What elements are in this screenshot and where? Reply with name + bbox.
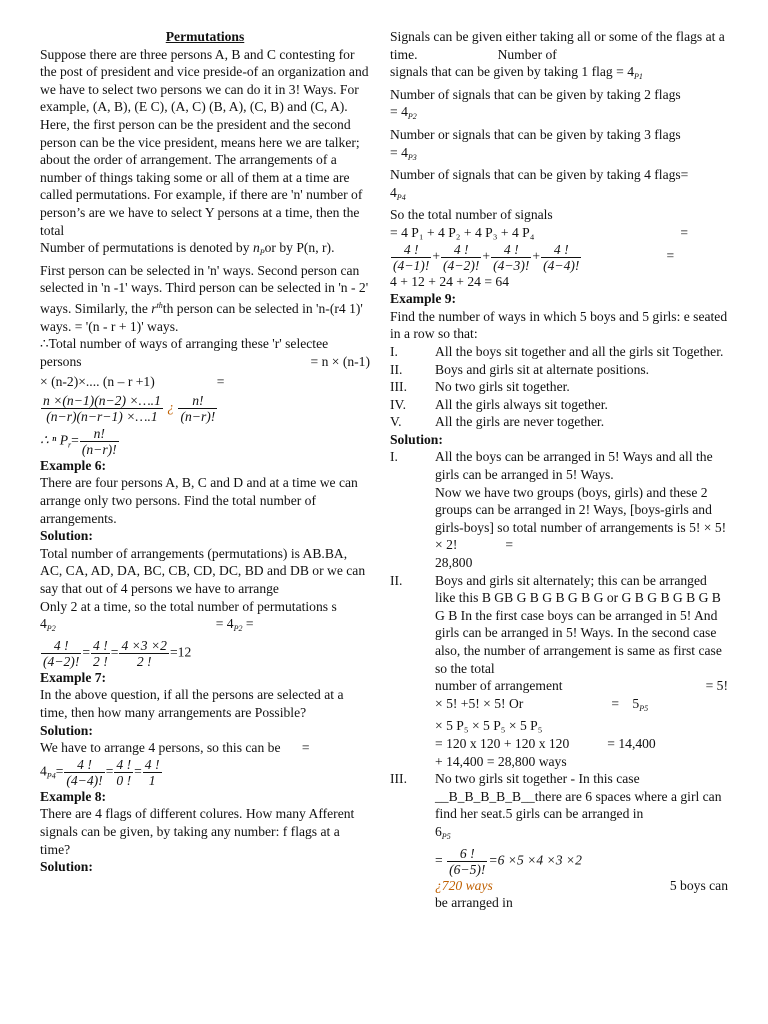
fraction: $\frac{6 !}{(6-5)!}$ (449, 845, 486, 877)
solution-6-text: Total number of arrangements (permutations) is AB.BA, AC, CA, AD, DA, BC, CB, CD, DC, BD and DB or we can say that out of 4 persons we have to arrange (40, 545, 366, 597)
three-flags: Number or signals that can be given by taking 3 flags (390, 126, 681, 142)
list-item: II. Boys and girls sit at alternate positions. (390, 361, 650, 377)
one-flag: signals that can be given by taking 1 flag = $4_{P1}$ (390, 64, 643, 82)
four-flags: Number of signals that can be given by taking 4 flags= (390, 167, 689, 183)
solution-8-heading: Solution: (40, 859, 93, 875)
three-flags-value: = $4_{P3}$ (390, 144, 417, 162)
fraction: $\frac{4 !}{(4-2)!}$ (443, 241, 480, 273)
sum-line: = 4 P₁ + 4 P₂ + 4 P₃ + 4 P₄ = (390, 224, 688, 240)
fraction: $\frac{4 \times 3 \times 2}{2 !}$ (121, 637, 167, 669)
fraction: $\frac{4 !}{0 !}$ (116, 756, 132, 788)
notation-line: Number of permutations is denoted by $n_Por$ by P(n, r). (40, 240, 335, 258)
fraction: $\frac{4 !}{(4-4)!}$ (543, 241, 580, 273)
example-9-heading: Example 9: (390, 291, 457, 307)
solution-part-2-calc: = 120 x 120 + 120 x 120 = 14,400 (435, 735, 656, 751)
fraction: $\frac{4 !}{(4-4)!}$ (66, 756, 103, 788)
intro-paragraph: Suppose there are three persons A, B and C contesting for the post of president and vice preside-of an organization and we have to select two persons we can do it in 3! Ways. For example, (A, B), (E C), (A, C) (B, A), (C, B) and (C, A). Here, the first person can be the president and the second person can be the vice president, means here we are talker; about the order of arrangement. The arrangements of a number of things taking some or all of them at a time are called permutations. For example, if there are 'n' number of person’s are we have to select Y persons at a time, then the total (40, 46, 369, 238)
two-flags: Number of signals that can be given by taking 2 flags (390, 86, 681, 102)
fraction: $\frac{4 !}{(4-1)!}$ (393, 241, 430, 273)
selection-paragraph: First person can be selected in 'n' ways. Second person can selected in 'n -1' ways. Third person can be selected in 'n - 2' ways. Similarly, the $r^{th}th$ person can be selected in 'n-(r4 1)' ways. = '(n - r + 1)' ways. (40, 262, 369, 334)
solution-part-2-result: + 14,400 = 28,800 ways (435, 753, 567, 769)
total-signals: So the total number of signals (390, 207, 553, 223)
npr-formula: ∴ ⁿ $P_r=$ $\frac{n!}{(n-r)!}$ (40, 425, 117, 457)
example-6-text: There are four persons A, B, C and D and at a time we can arrange only two persons. Find the total number of arrangements. (40, 475, 358, 526)
fraction: $\frac{n!}{(n-r)!}$ (180, 392, 216, 424)
list-item: IV. All the girls always sit together. (390, 396, 608, 412)
page-title: Permutations (165, 29, 245, 44)
example-8-heading: Example 8: (40, 788, 107, 804)
solution-7-heading: Solution: (40, 722, 93, 738)
solution-part-1-result: 28,800 (435, 555, 473, 571)
example-9-text: Find the number of ways in which 5 boys and 5 girls: e seated in a row so that: (390, 308, 728, 342)
left-column (40, 28, 370, 876)
sum-fractions: $\frac{4 !}{(4-1)!}$ + $\frac{4 !}{(4-2)!}$ + $\frac{4 !}{(4-3)!}$ + $\frac{4 !}{(4-4)!}$ = (393, 241, 675, 273)
example-7-heading: Example 7: (40, 669, 107, 685)
right-column (390, 28, 728, 912)
fraction: $\frac{4 !}{(4-3)!}$ (493, 241, 530, 273)
fraction: $\frac{4 !}{2 !}$ (93, 637, 108, 669)
list-item: I. All the boys sit together and all the girls sit Together. (390, 343, 724, 359)
solution-part-3-last: be arranged in (435, 895, 513, 911)
solution-part-2-or: × 5! +5! × 5! $Or = 5_{P5}$ (435, 695, 649, 713)
solution-7-fractions: $4_{P4}=$ $\frac{4 !}{(4-4)!}$ = $\frac{4 !}{0 !}$ = $\frac{4 !}{1}$ (40, 756, 160, 788)
solution-part-1-cont: Now we have two groups (boys, girls) and these 2 groups can be arranged in 2! Ways, [boys-girls and girls-boys] so total number of arrangements is 5! × 5! × 2! = (435, 484, 727, 553)
solution-6-only: Only 2 at a time, so the total number of permutations s (40, 598, 337, 614)
solution-7-text: We have to arrange 4 persons, so this can be = (40, 740, 310, 756)
list-item: III. No two girls sit together. (390, 379, 570, 395)
solution-6-expr: $4_{P2} = 4_{P2}$ = (40, 616, 254, 634)
list-item: V. All the girls are never together. (390, 414, 605, 430)
sum-result: 4 + 12 + 24 + 24 = 64 (390, 273, 510, 289)
fraction: $\frac{n!}{(n-r)!}$ (81, 425, 117, 457)
solution-part-2-product: × 5 P₅ × 5 P₅ × 5 P₅ (435, 718, 543, 734)
fraction: $\frac{4 !}{1}$ (144, 756, 160, 788)
factorial-derivation: $\frac{n \times(n-1)(n-2) \times\dots.1}{(n-r)(n-r-1) \times\dots.1}$ ¿ $\frac{n!}{(n-r)!}$ (43, 392, 216, 424)
example-7-text: In the above question, if all the persons are selected at a time, then how many arrangements are Possible? (40, 687, 344, 720)
fraction: $\frac{4 !}{(4-2)!}$ (43, 637, 80, 669)
solution-part-2: II. Boys and girls sit alternately; this can be arranged like this B GB G B G B G B G or G B G B G B G B G B In the first case boys can be arranged in 5! And girls can be arranged in 5! Ways. In the second case also, the number of arrangement is same as first case so the total number of arrangement = 5! × 5! +5! × 5! $Or = 5_{P5}$ × 5 P₅ × 5 P₅ × 5 P₅ = 120 x 120 + 120 x 120 = 14,400 + 14,400 = 28,800 ways (390, 572, 728, 769)
solution-part-1: I. All the boys can be arranged in 5! Ways and all the girls can be arranged in 5! Ways. Now we have two groups (boys, girls) and these 2 groups can be arranged in 2! Ways, [boys-girls and girls-boys] so total number of arrangements is 5! × 5! × 2! = 28,800 (390, 449, 727, 571)
solution-part-2-arr: number of arrangement = 5! (435, 678, 728, 694)
two-flags-value: = $4_{P2}$ (390, 104, 417, 122)
solution-6-heading: Solution: (40, 528, 93, 544)
four-flags-value: $4_{P4}$ (390, 184, 406, 202)
total-arrangements: ∴Total number of ways of arranging these 'r' selectee persons = n × (n-1) (40, 336, 370, 369)
solution-part-3: III. No two girls sit together - In this case __B_B_B_B_B__there are 6 spaces where a girl can find her seat.5 girls can be arranged in $6_{P5}$ = $\frac{6 !}{(6-5)!}$ =6 ×5 ×4 ×3 ×2 ¿720 ways 5 boys can be arranged in (390, 771, 728, 911)
total-arrangements-cont: × (n-2)×.... (n – r +1) = (40, 374, 225, 390)
example-8-text: There are 4 flags of different colures. How many Afferent signals can be given, by taking any number: f flags at a time? (40, 806, 355, 857)
example-9-list (390, 343, 728, 431)
solution-part-3-fraction: = $\frac{6 !}{(6-5)!}$ =6 ×5 ×4 ×3 ×2 (435, 845, 582, 877)
example-6-heading: Example 6: (40, 457, 107, 473)
solution-part-3-6p5: $6_{P5}$ (435, 823, 451, 841)
signals-intro: Signals can be given either taking all or some of the flags at a time. Number of (390, 29, 725, 62)
solution-9-heading: Solution: (390, 431, 443, 447)
solution-part-3-ways: ¿720 ways 5 boys can (435, 877, 728, 893)
fraction: $\frac{n \times(n-1)(n-2) \times\dots.1}{(n-r)(n-r-1) \times\dots.1}$ (43, 392, 161, 424)
solution-6-fractions: $\frac{4 !}{(4-2)!}$ = $\frac{4 !}{2 !}$ = $\frac{4 \times 3 \times 2}{2 !}$ =12 (43, 637, 192, 669)
